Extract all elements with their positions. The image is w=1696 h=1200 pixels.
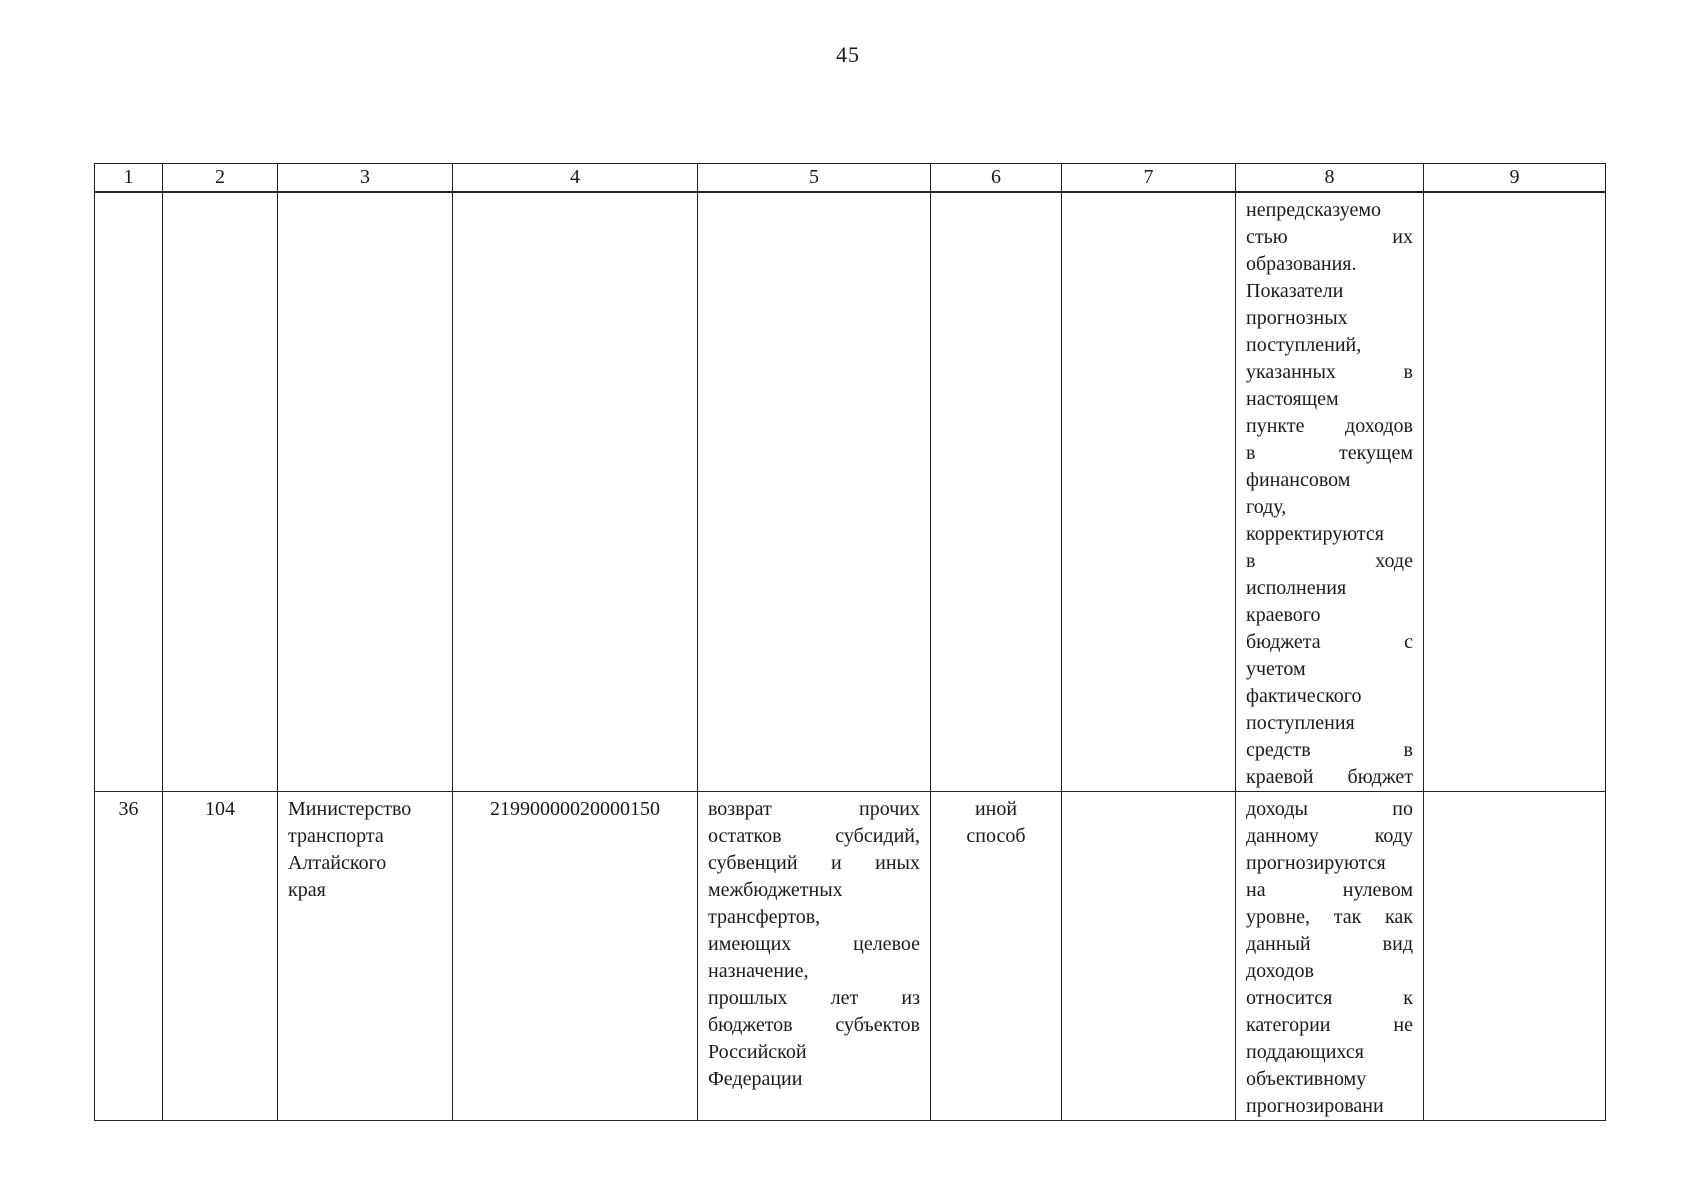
admin-code-cell: 104	[163, 792, 278, 1121]
text-line: стью их	[1246, 226, 1413, 248]
cell-empty	[698, 192, 931, 792]
text-line: в текущем	[1246, 442, 1413, 464]
text-line: финансовом	[1246, 469, 1351, 491]
budget-classification-code-cell: 21990000020000150	[453, 792, 698, 1121]
text-line: края	[288, 879, 326, 901]
text-lines	[1246, 197, 1413, 791]
notes-cell	[1424, 792, 1606, 1121]
col-header-9: 9	[1424, 164, 1606, 193]
text-lines	[1246, 796, 1413, 1120]
text-line: уровне, так как	[1246, 906, 1413, 928]
text-line: прогнозировани	[1246, 1095, 1384, 1117]
text-line: транспорта	[288, 825, 384, 847]
administrator-name-cell	[278, 792, 453, 1121]
text-line: данному коду	[1246, 825, 1413, 847]
table-row-continuation	[95, 192, 1606, 792]
text-line: поддающихся	[1246, 1041, 1364, 1063]
text-line: прошлых лет из	[708, 987, 920, 1009]
text-line: Министерство	[288, 798, 412, 820]
cell-empty	[1424, 192, 1606, 792]
cell-empty	[95, 192, 163, 792]
forecast-method-description-cell	[1236, 192, 1424, 792]
header-row	[95, 164, 1606, 193]
text-line: субвенций и иных	[708, 852, 920, 874]
calculation-method-cell	[931, 792, 1062, 1121]
text-line: указанных в	[1246, 361, 1413, 383]
text-line: прогнозируются	[1246, 852, 1386, 874]
text-line: корректируются	[1246, 523, 1384, 545]
text-line: году,	[1246, 496, 1287, 518]
cell-empty	[453, 192, 698, 792]
revenue-forecast-table	[94, 163, 1606, 1121]
text-line: исполнения	[1246, 577, 1347, 599]
text-line: фактического	[1246, 685, 1362, 707]
cell-empty	[163, 192, 278, 792]
text-line: доходов	[1246, 960, 1314, 982]
col-header-1: 1	[95, 164, 163, 193]
text-line: категории не	[1246, 1014, 1413, 1036]
text-line: поступления	[1246, 712, 1355, 734]
table-row	[95, 792, 1606, 1121]
text-line: назначение,	[708, 960, 809, 982]
col-header-5: 5	[698, 164, 931, 193]
text-line: краевого	[1246, 604, 1321, 626]
forecast-method-description-cell	[1236, 792, 1424, 1121]
text-line: относится к	[1246, 987, 1413, 1009]
col-header-2: 2	[163, 164, 278, 193]
text-line: бюджетов субъектов	[708, 1014, 920, 1036]
text-line: данный вид	[1246, 933, 1413, 955]
text-line: бюджета с	[1246, 631, 1413, 653]
text-line: настоящем	[1246, 388, 1339, 410]
text-line: на нулевом	[1246, 879, 1413, 901]
text-lines	[288, 796, 442, 904]
col-header-7: 7	[1062, 164, 1236, 193]
formula-cell	[1062, 792, 1236, 1121]
text-line: иной	[974, 798, 1018, 820]
text-line: доходы по	[1246, 798, 1413, 820]
text-line: возврат прочих	[708, 798, 920, 820]
text-line: межбюджетных	[708, 879, 843, 901]
text-lines	[931, 796, 1061, 850]
text-line: Российской	[708, 1041, 807, 1063]
text-line: трансфертов,	[708, 906, 821, 928]
text-line: Алтайского	[288, 852, 387, 874]
text-line: имеющих целевое	[708, 933, 920, 955]
text-line: пункте доходов	[1246, 415, 1413, 437]
row-number-cell: 36	[95, 792, 163, 1121]
col-header-3: 3	[278, 164, 453, 193]
col-header-6: 6	[931, 164, 1062, 193]
cell-empty	[931, 192, 1062, 792]
text-line: Федерации	[708, 1068, 803, 1090]
text-line: способ	[966, 825, 1026, 847]
text-line: поступлений,	[1246, 334, 1362, 356]
text-line: остатков субсидий,	[708, 825, 920, 847]
text-line: образования.	[1246, 253, 1357, 275]
text-line: прогнозных	[1246, 307, 1348, 329]
cell-empty	[278, 192, 453, 792]
col-header-8: 8	[1236, 164, 1424, 193]
cell-empty	[1062, 192, 1236, 792]
text-line: непредсказуемо	[1246, 199, 1381, 221]
text-line: в ходе	[1246, 550, 1413, 572]
text-line: краевой бюджет	[1246, 766, 1413, 788]
text-line: Показатели	[1246, 280, 1344, 302]
text-line: учетом	[1246, 658, 1306, 680]
text-line: объективному	[1246, 1068, 1367, 1090]
page-number: 45	[836, 42, 860, 67]
revenue-name-cell	[698, 792, 931, 1121]
text-lines	[708, 796, 920, 1093]
col-header-4: 4	[453, 164, 698, 193]
text-line: средств в	[1246, 739, 1413, 761]
